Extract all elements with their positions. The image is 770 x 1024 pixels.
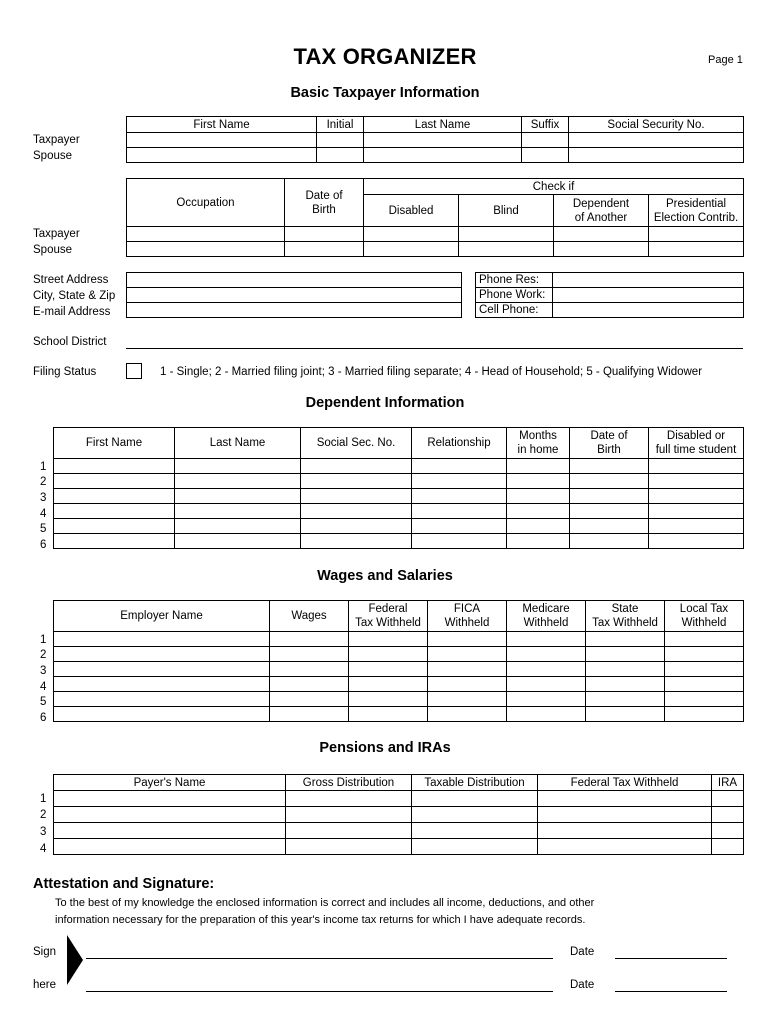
taxpayer-presidential-field[interactable]	[649, 227, 744, 242]
pension-header-federal: Federal Tax Withheld	[538, 775, 712, 791]
taxpayer-first-name-field[interactable]	[127, 133, 317, 148]
dependents-table	[53, 427, 744, 549]
pension-header-taxable: Taxable Distribution	[412, 775, 538, 791]
spouse-presidential-field[interactable]	[649, 242, 744, 257]
header-date-of-birth: Date of Birth	[285, 179, 364, 227]
spouse-dob-field[interactable]	[285, 242, 364, 257]
taxpayer-dependent-field[interactable]	[554, 227, 649, 242]
wages-table	[53, 600, 744, 722]
taxpayer-suffix-field[interactable]	[522, 133, 569, 148]
phone-work-field[interactable]	[553, 288, 744, 303]
table-row	[54, 632, 744, 647]
dep-header-last-name: Last Name	[175, 428, 301, 459]
dep-header-relationship: Relationship	[412, 428, 507, 459]
table-row	[54, 474, 744, 489]
document-title: TAX ORGANIZER	[293, 44, 477, 69]
wages-row-number: 6	[40, 712, 47, 724]
filing-status-options: 1 - Single; 2 - Married filing joint; 3 - Married filing separate; 4 - Head of Household; 5 - Qualifying Widower	[160, 366, 703, 378]
phone-res-field[interactable]	[553, 273, 744, 288]
pensions-section-title: Pensions and IRAs	[319, 740, 451, 756]
label-phone-res: Phone Res:	[476, 273, 553, 288]
wages-header-state: State Tax Withheld	[586, 601, 665, 632]
dependents-section-title: Dependent Information	[305, 395, 465, 411]
date-label-1: Date	[570, 946, 595, 958]
dep-header-months: Months in home	[507, 428, 570, 459]
date-line-1[interactable]	[615, 958, 727, 959]
taxpayer-occupation-field[interactable]	[127, 227, 285, 242]
taxpayer-ssn-field[interactable]	[569, 133, 744, 148]
header-blind: Blind	[459, 195, 554, 227]
wages-row-number: 4	[40, 681, 47, 693]
spouse-occupation-field[interactable]	[127, 242, 285, 257]
table-row	[54, 662, 744, 677]
spouse-last-name-field[interactable]	[364, 148, 522, 163]
label-email-address: E-mail Address	[33, 306, 111, 318]
header-presidential: Presidential Election Contrib.	[649, 195, 744, 227]
label-school-district: School District	[33, 336, 107, 348]
spouse-disabled-field[interactable]	[364, 242, 459, 257]
table-row	[54, 823, 744, 839]
page-number: Page 1	[708, 54, 743, 66]
dep-row-number: 5	[40, 523, 47, 535]
row-label-spouse: Spouse	[33, 150, 73, 162]
table-row	[54, 791, 744, 807]
taxpayer-last-name-field[interactable]	[364, 133, 522, 148]
dep-row-number: 2	[40, 476, 47, 488]
label-city-state-zip: City, State & Zip	[33, 290, 116, 302]
pensions-table	[53, 774, 744, 855]
spouse-ssn-field[interactable]	[569, 148, 744, 163]
pension-header-ira: IRA	[712, 775, 744, 791]
sign-label: Sign	[33, 946, 57, 958]
wages-header-wages: Wages	[270, 601, 349, 632]
pension-row-number: 4	[40, 843, 47, 855]
date-label-2: Date	[570, 979, 595, 991]
table-row	[54, 459, 744, 474]
spouse-blind-field[interactable]	[459, 242, 554, 257]
sign-here-arrow-icon	[67, 935, 83, 985]
spouse-suffix-field[interactable]	[522, 148, 569, 163]
taxpayer-dob-field[interactable]	[285, 227, 364, 242]
pension-header-gross: Gross Distribution	[286, 775, 412, 791]
header-first-name: First Name	[127, 117, 317, 133]
dep-row-number: 1	[40, 461, 47, 473]
spouse-dependent-field[interactable]	[554, 242, 649, 257]
pension-header-payer: Payer's Name	[54, 775, 286, 791]
row-label-taxpayer-2: Taxpayer	[33, 228, 80, 240]
wages-header-employer: Employer Name	[54, 601, 270, 632]
taxpayer-disabled-field[interactable]	[364, 227, 459, 242]
filing-status-checkbox[interactable]	[126, 363, 142, 379]
dep-header-dob: Date of Birth	[570, 428, 649, 459]
table-row	[54, 839, 744, 855]
table-row	[54, 707, 744, 722]
wages-header-federal: Federal Tax Withheld	[349, 601, 428, 632]
wages-row-number: 1	[40, 634, 47, 646]
attestation-text-line2: information necessary for the preparation of this year's income tax returns for which I have adequate records.	[55, 914, 586, 926]
spouse-first-name-field[interactable]	[127, 148, 317, 163]
attestation-text-line1: To the best of my knowledge the enclosed information is correct and includes all income, deductions, and other	[55, 897, 595, 909]
header-check-if: Check if	[364, 179, 744, 195]
table-row	[54, 692, 744, 707]
basic-section-title: Basic Taxpayer Information	[290, 85, 480, 101]
pension-row-number: 2	[40, 809, 47, 821]
spouse-initial-field[interactable]	[317, 148, 364, 163]
header-ssn: Social Security No.	[569, 117, 744, 133]
wages-header-medicare: Medicare Withheld	[507, 601, 586, 632]
dep-header-disabled: Disabled or full time student	[649, 428, 744, 459]
header-occupation: Occupation	[127, 179, 285, 227]
label-phone-work: Phone Work:	[476, 288, 553, 303]
header-last-name: Last Name	[364, 117, 522, 133]
taxpayer-name-table	[126, 116, 744, 163]
school-district-line[interactable]	[126, 348, 743, 349]
row-label-taxpayer: Taxpayer	[33, 134, 80, 146]
dep-header-first-name: First Name	[54, 428, 175, 459]
dep-row-number: 6	[40, 539, 47, 551]
header-suffix: Suffix	[522, 117, 569, 133]
table-row	[54, 534, 744, 549]
taxpayer-initial-field[interactable]	[317, 133, 364, 148]
dep-row-number: 4	[40, 508, 47, 520]
wages-section-title: Wages and Salaries	[317, 568, 453, 584]
table-row	[54, 647, 744, 662]
label-street-address: Street Address	[33, 274, 109, 286]
table-row	[54, 489, 744, 504]
date-line-2[interactable]	[615, 991, 727, 992]
table-row	[54, 677, 744, 692]
label-cell-phone: Cell Phone:	[476, 303, 553, 318]
wages-header-local: Local Tax Withheld	[665, 601, 744, 632]
table-row	[54, 807, 744, 823]
signature-line-1[interactable]	[86, 958, 553, 959]
dep-row-number: 3	[40, 492, 47, 504]
signature-line-2[interactable]	[86, 991, 553, 992]
wages-row-number: 2	[40, 649, 47, 661]
cell-phone-field[interactable]	[553, 303, 744, 318]
table-row	[54, 519, 744, 534]
header-initial: Initial	[317, 117, 364, 133]
label-filing-status: Filing Status	[33, 366, 97, 378]
here-label: here	[33, 979, 57, 991]
table-row	[54, 504, 744, 519]
city-state-zip-field[interactable]	[127, 288, 462, 303]
dep-header-ssn: Social Sec. No.	[301, 428, 412, 459]
attestation-title: Attestation and Signature:	[33, 876, 215, 892]
wages-row-number: 5	[40, 696, 47, 708]
email-address-field[interactable]	[127, 303, 462, 318]
row-label-spouse-2: Spouse	[33, 244, 73, 256]
wages-row-number: 3	[40, 665, 47, 677]
pension-row-number: 3	[40, 826, 47, 838]
wages-header-fica: FICA Withheld	[428, 601, 507, 632]
header-disabled: Disabled	[364, 195, 459, 227]
address-table	[126, 272, 462, 318]
occupation-table	[126, 178, 744, 257]
street-address-field[interactable]	[127, 273, 462, 288]
pension-row-number: 1	[40, 793, 47, 805]
taxpayer-blind-field[interactable]	[459, 227, 554, 242]
header-dependent-of-another: Dependent of Another	[554, 195, 649, 227]
phone-table	[475, 272, 744, 318]
